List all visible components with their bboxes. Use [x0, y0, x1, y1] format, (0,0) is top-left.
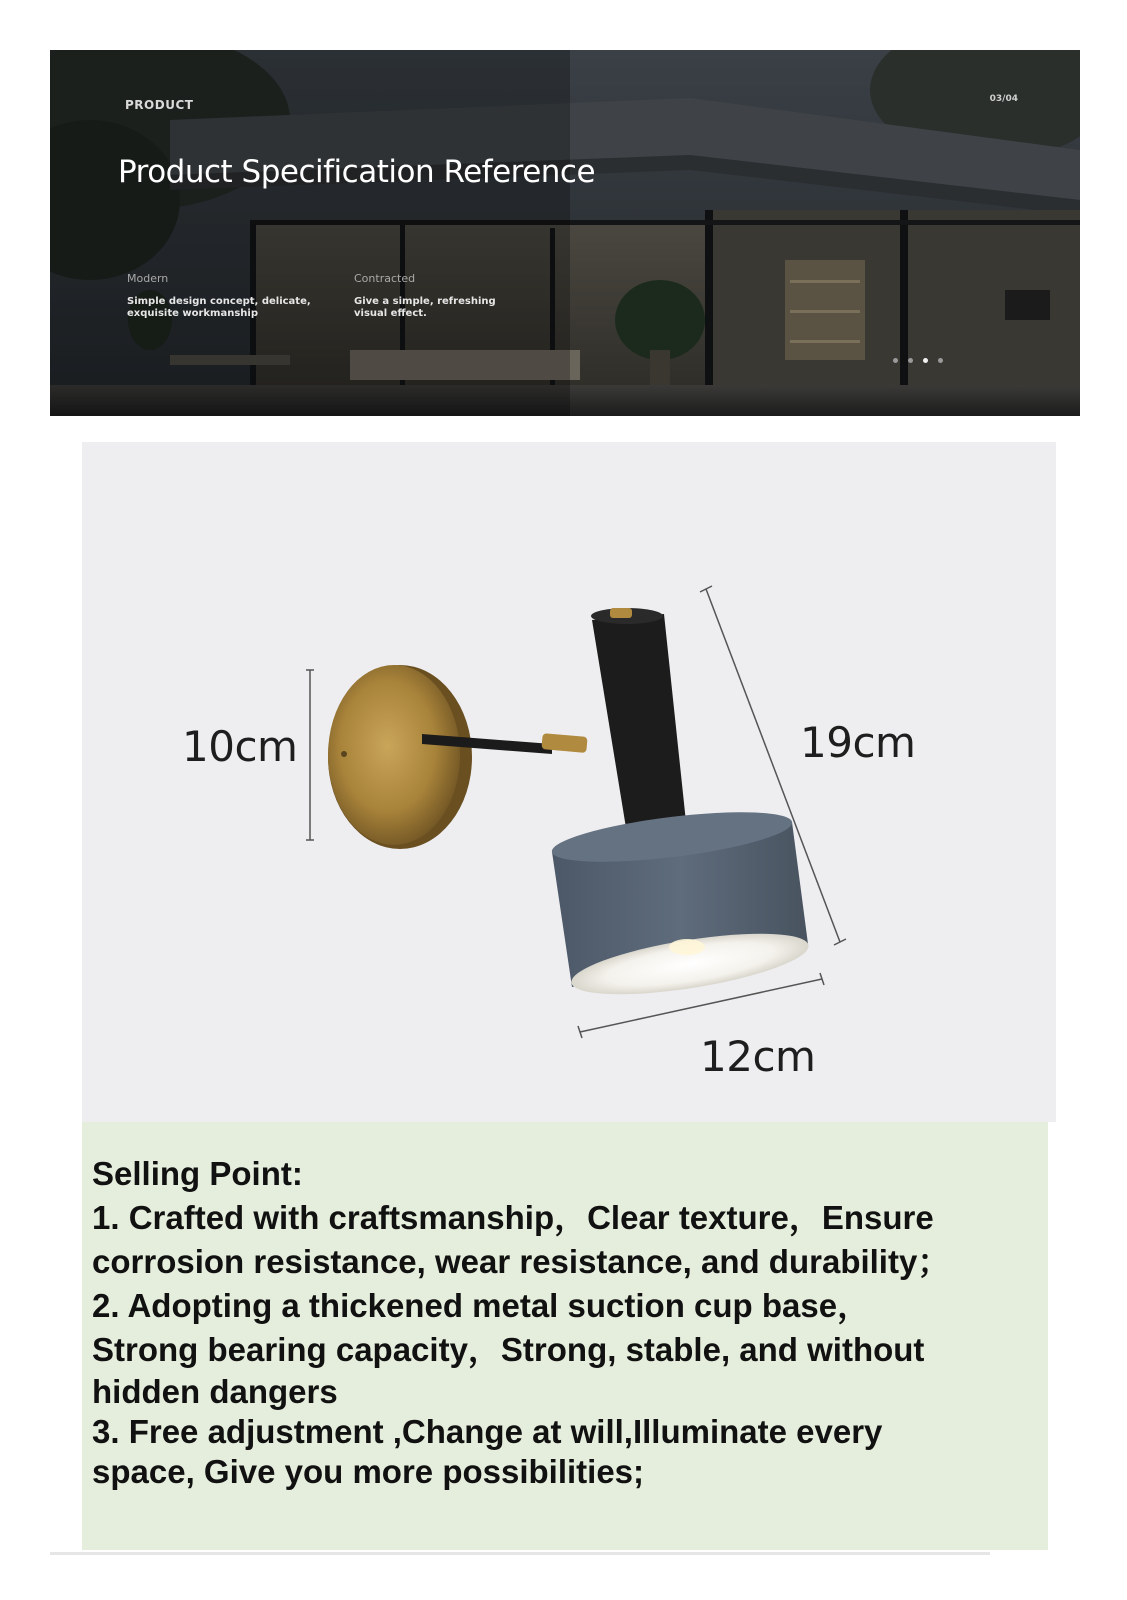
feature-modern	[127, 272, 337, 320]
feature-description: Give a simple, refreshing visual effect.	[354, 296, 496, 319]
feature-description: Simple design concept, delicate, exquisite workmanship	[127, 296, 311, 319]
height-dimension-label: 10cm	[182, 722, 298, 771]
selling-point-line: hidden dangers	[92, 1373, 338, 1410]
selling-point-line: Strong bearing capacity，Strong, stable, and without	[92, 1331, 925, 1368]
carousel-dot[interactable]	[893, 358, 898, 363]
carousel-dot-active[interactable]	[923, 358, 928, 363]
product-dimension-image	[82, 442, 1056, 1122]
selling-point-heading: Selling Point:	[92, 1155, 303, 1192]
selling-points-panel	[82, 1122, 1048, 1550]
carousel-dot[interactable]	[938, 358, 943, 363]
selling-point-line: 3. Free adjustment ,Change at will,Illuminate every	[92, 1413, 883, 1450]
hero-title: Product Specification Reference	[118, 154, 596, 190]
selling-point-line: space, Give you more possibilities;	[92, 1453, 645, 1490]
selling-point-line: corrosion resistance, wear resistance, and durability；	[92, 1243, 951, 1280]
feature-name: Modern	[127, 272, 169, 285]
wall-lamp-illustration	[82, 442, 1056, 1122]
width-dimension-label: 12cm	[700, 1032, 816, 1081]
feature-name: Contracted	[354, 272, 416, 285]
selling-point-line: 1. Crafted with craftsmanship，Clear texture，Ensure	[92, 1199, 934, 1236]
length-dimension-label: 19cm	[800, 718, 916, 767]
divider	[50, 1552, 990, 1555]
carousel-dots	[893, 358, 943, 363]
selling-point-line: 2. Adopting a thickened metal suction cup base，	[92, 1287, 871, 1324]
slide-counter: 03/04	[989, 94, 1018, 104]
feature-contracted	[354, 272, 514, 320]
carousel-dot[interactable]	[908, 358, 913, 363]
hero-banner	[50, 50, 1080, 416]
hero-eyebrow: PRODUCT	[125, 98, 194, 112]
